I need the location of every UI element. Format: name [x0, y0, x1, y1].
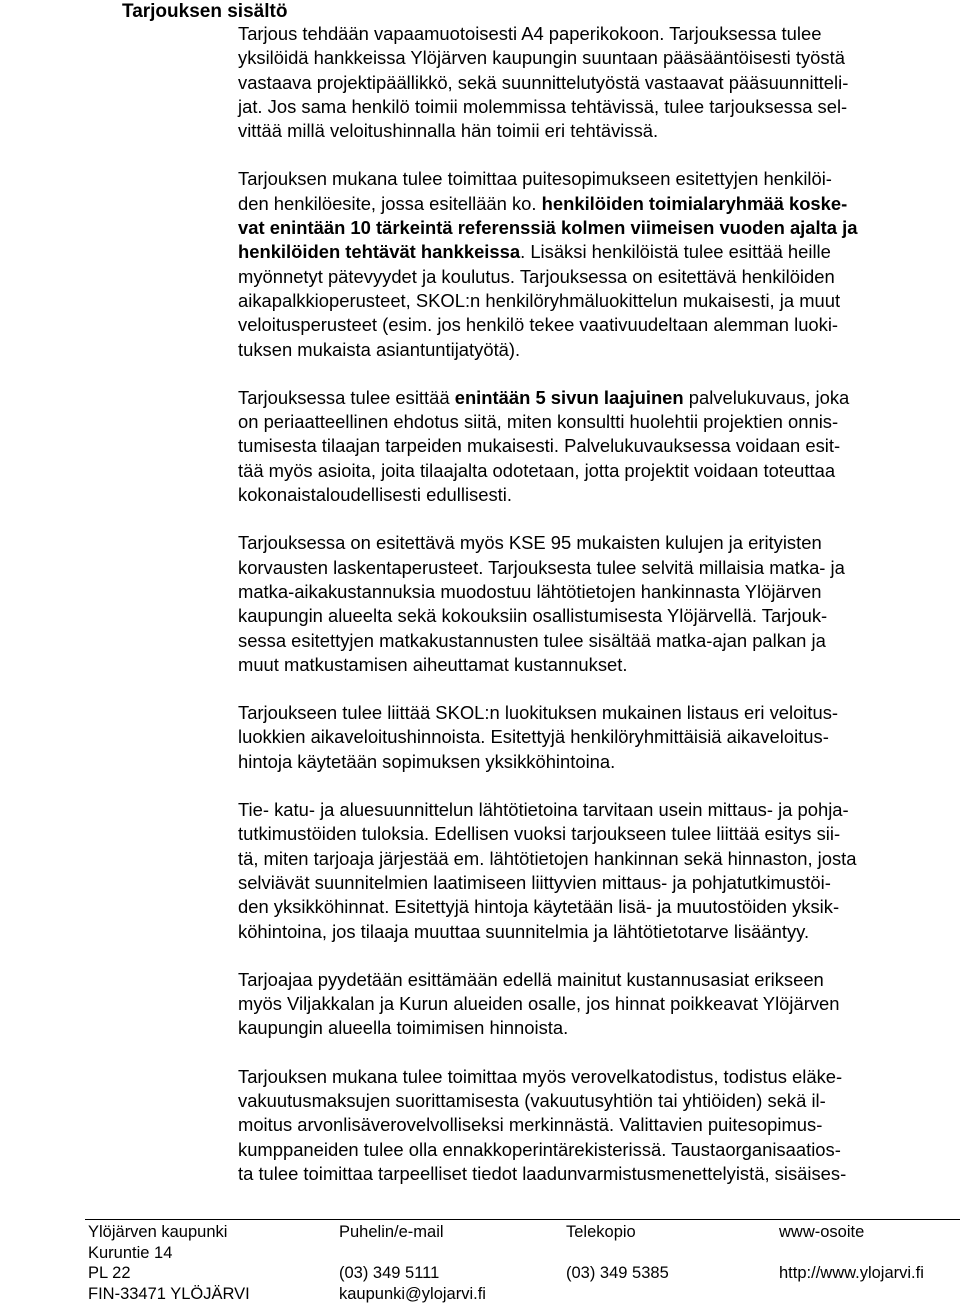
text-line: jat. Jos sama henkilö toimii molemmissa tehtävissä, tulee tarjouksessa sel- — [238, 95, 848, 117]
text-line: tutkimustöiden tuloksia. Edellisen vuoksi tarjoukseen tulee liittää esitys sii- — [238, 823, 841, 845]
text-line: kokonaistaloudellisesti edullisesti. — [238, 484, 512, 506]
footer-fax — [566, 1222, 669, 1284]
footer-street: Kuruntie 14 — [88, 1243, 173, 1262]
text-run: Tarjouksessa tulee esittää — [238, 386, 455, 408]
paragraph — [238, 1065, 954, 1186]
paragraph — [238, 531, 954, 677]
footer-address — [88, 1222, 250, 1304]
text-line: kaupungin alueella toimimisen hinnoista. — [238, 1017, 569, 1039]
footer-phone: (03) 349 5111 — [339, 1264, 440, 1282]
text-line: Tarjouksessa on esitettävä myös KSE 95 mukaisten kulujen ja erityisten — [238, 532, 822, 554]
text-run: . Lisäksi henkilöistä tulee esittää heille — [520, 241, 831, 263]
footer-fax-number: (03) 349 5385 — [566, 1264, 669, 1282]
paragraph — [238, 22, 954, 143]
footer-org-name: Ylöjärven kaupunki — [88, 1223, 228, 1241]
footer-fax-label: Telekopio — [566, 1223, 636, 1241]
footer-web-url: http://www.ylojarvi.fi — [779, 1264, 924, 1282]
text-line: ta tulee toimittaa tarpeelliset tiedot laadunvarmistusmenettelyistä, sisäises- — [238, 1162, 847, 1184]
text-line: den yksikköhinnat. Esitettyjä hintoja käytetään lisä- ja muutostöiden yksik- — [238, 896, 840, 918]
text-line: tä, miten tarjoaja järjestää em. lähtötietojen hankinnan sekä hinnaston, josta — [238, 847, 857, 869]
text-line: selviävät suunnitelmien laatimiseen liittyvien mittaus- ja pohjatutkimustöi- — [238, 871, 831, 893]
text-line: vastaava projektipäällikkö, sekä suunnittelutyöstä vastaavat pääsuunnitteli- — [238, 71, 849, 93]
text-line: tuksen mukaista asiantuntijatyötä). — [238, 338, 521, 360]
text-line: myönnetyt pätevyydet ja koulutus. Tarjouksessa on esitettävä henkilöiden — [238, 265, 835, 287]
section-heading: Tarjouksen sisältö — [122, 1, 288, 22]
text-line: myös Viljakkalan ja Kurun alueiden osalle, jos hinnat poikkeavat Ylöjärven — [238, 993, 840, 1015]
text-line: sessa esitettyjen matkakustannusten tulee sisältää matka-ajan palkan ja — [238, 629, 826, 651]
footer-phone-label: Puhelin/e-mail — [339, 1223, 444, 1241]
bold-text: henkilöiden toimialaryhmää koske- — [541, 192, 848, 214]
text-line: moitus arvonlisäverovelvolliseksi merkinnästä. Valittavien puitesopimus- — [238, 1114, 823, 1136]
footer-postal-code: FIN-33471 YLÖJÄRVI — [88, 1284, 250, 1303]
footer-email: kaupunki@ylojarvi.fi — [339, 1284, 486, 1303]
text-line: korvausten laskentaperusteet. Tarjouksesta tulee selvitä millaisia matka- ja — [238, 556, 845, 578]
text-line: aikapalkkioperusteet, SKOL:n henkilöryhmäluokittelun mukaisesti, ja muut — [238, 289, 841, 311]
footer-phone-email — [339, 1222, 486, 1304]
footer-spacer — [339, 1243, 486, 1264]
bold-text: enintään 5 sivun laajuinen — [454, 386, 684, 408]
text-line: hintoja käytetään sopimuksen yksikköhintoina. — [238, 750, 616, 772]
text-line: vittää millä veloitushinnalla hän toimii eri tehtävissä. — [238, 120, 659, 142]
text-line: veloitusperusteet (esim. jos henkilö tekee vaativuudeltaan alemman luoki- — [238, 314, 839, 336]
text-line: köhintoina, jos tilaaja muuttaa suunnitelmia ja lähtötietotarve lisääntyy. — [238, 920, 810, 942]
footer-divider — [85, 1219, 960, 1220]
paragraph — [238, 968, 954, 1041]
text-line: vakuutusmaksujen suorittamisesta (vakuutusyhtiön tai yhtiöiden) sekä il- — [238, 1089, 826, 1111]
footer-po-box: PL 22 — [88, 1264, 131, 1282]
text-line — [238, 216, 954, 240]
text-line: Tarjoajaa pyydetään esittämään edellä mainitut kustannusasiat erikseen — [238, 968, 824, 990]
text-line — [238, 386, 954, 410]
text-run: den henkilöesite, jossa esitellään ko. — [238, 192, 542, 214]
paragraph — [238, 386, 954, 507]
footer-spacer — [566, 1243, 669, 1264]
text-line: kumppaneiden tulee olla ennakkoperintärekisterissä. Taustaorganisaatios- — [238, 1138, 841, 1160]
text-line — [238, 192, 954, 216]
paragraph — [238, 167, 954, 361]
text-line: muut matkustamisen aiheuttamat kustannukset. — [238, 653, 628, 675]
text-line: Tarjous tehdään vapaamuotoisesti A4 paperikokoon. Tarjouksessa tulee — [238, 23, 822, 44]
footer-website — [779, 1222, 924, 1284]
text-line: Tie- katu- ja aluesuunnittelun lähtötietoina tarvitaan usein mittaus- ja pohja- — [238, 799, 849, 821]
text-line: luokkien aikaveloitushinnoista. Esitettyjä henkilöryhmittäisiä aikaveloitus- — [238, 726, 829, 748]
body-text — [238, 22, 954, 1186]
paragraph — [238, 798, 954, 944]
footer-spacer — [779, 1243, 924, 1264]
footer-web-label: www-osoite — [779, 1223, 865, 1241]
text-line: tää myös asioita, joita tilaajalta odotetaan, jotta projektit voidaan toteuttaa — [238, 459, 836, 481]
text-line: Tarjouksen mukana tulee toimittaa myös verovelkatodistus, todistus eläke- — [238, 1065, 843, 1087]
text-line: matka-aikakustannuksia muodostuu lähtötietojen hankinnasta Ylöjärven — [238, 580, 822, 602]
text-line: kaupungin alueelta sekä kokouksiin osallistumisesta Ylöjärvellä. Tarjouk- — [238, 605, 828, 627]
text-line: Tarjoukseen tulee liittää SKOL:n luokituksen mukainen listaus eri veloitus- — [238, 702, 839, 724]
bold-text: henkilöiden tehtävät hankkeissa — [238, 241, 521, 263]
text-line: tumisesta tilaajan tarpeiden mukaisesti. Palvelukuvauksessa voidaan esit- — [238, 435, 841, 457]
paragraph — [238, 701, 954, 774]
text-run: palvelukuvaus, joka — [683, 386, 850, 408]
bold-text: vat enintään 10 tärkeintä referenssiä kolmen viimeisen vuoden ajalta ja — [238, 217, 858, 239]
text-line — [238, 240, 954, 264]
text-line: Tarjouksen mukana tulee toimittaa puitesopimukseen esitettyjen henkilöi- — [238, 168, 832, 190]
text-line: yksilöidä hankkeissa Ylöjärven kaupungin suuntaan pääsääntöisesti työstä — [238, 47, 845, 69]
text-line: on periaatteellinen ehdotus siitä, miten konsultti huolehtii projektien onnis- — [238, 411, 839, 433]
